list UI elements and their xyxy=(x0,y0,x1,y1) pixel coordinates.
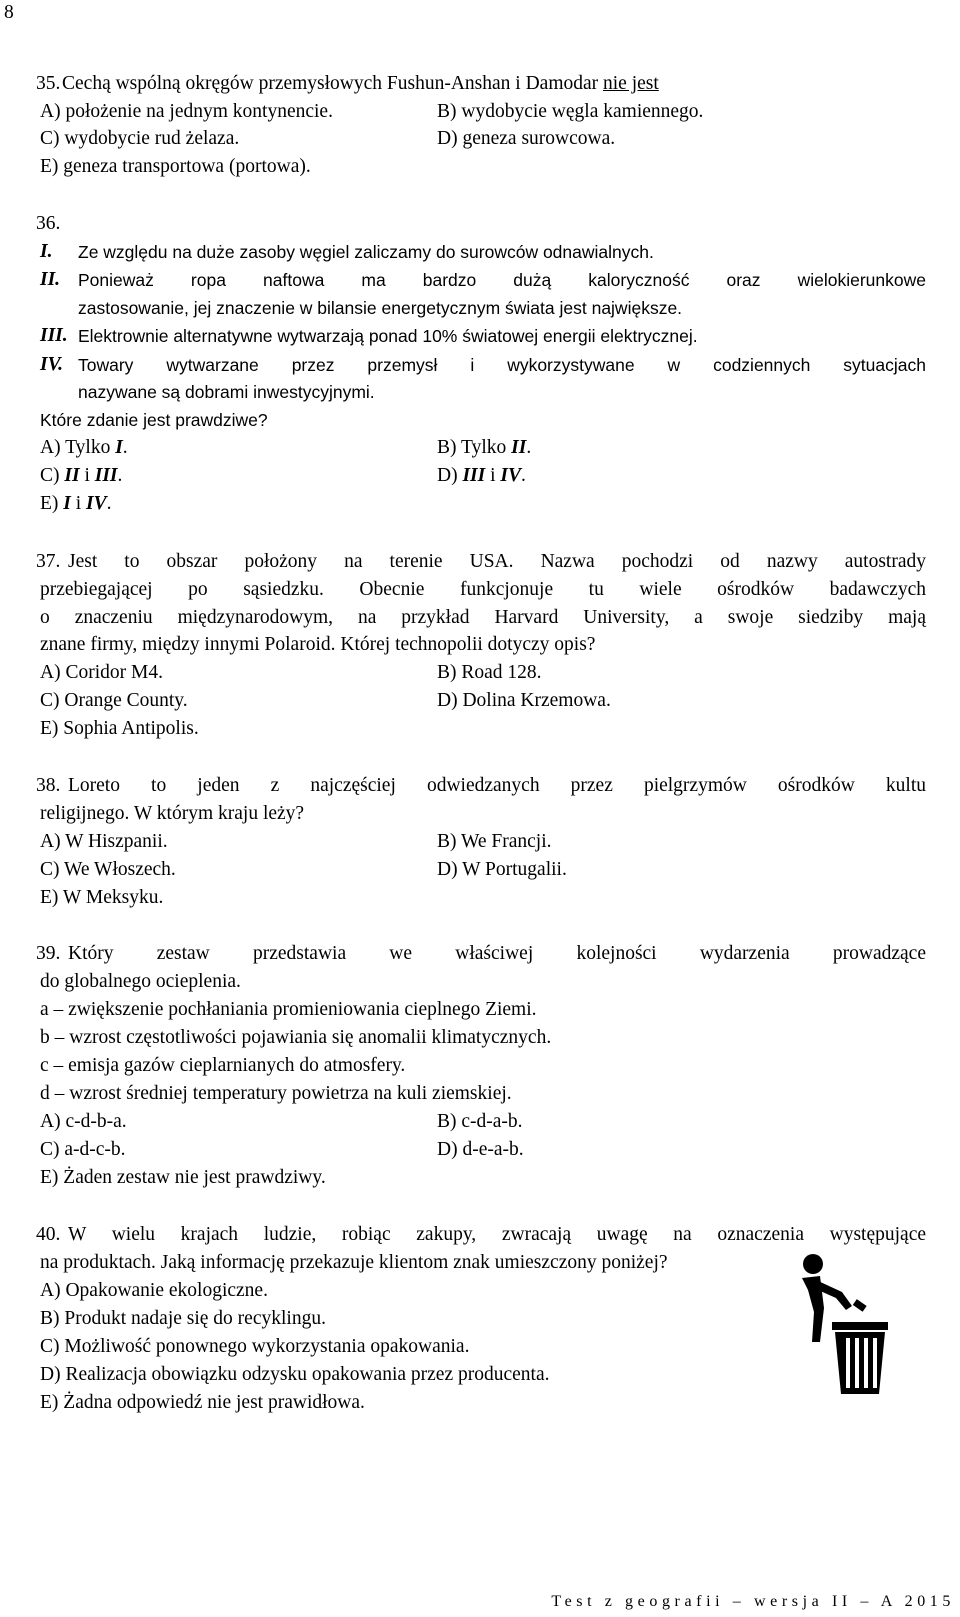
page-number: 8 xyxy=(4,2,14,23)
q36-option-a-period: . xyxy=(122,437,128,458)
q39-item-b: b – wzrost częstotliwości pojawiania się anomalii klimatycznych. xyxy=(40,1027,552,1048)
q38-option-e: E) W Meksyku. xyxy=(40,887,164,908)
q39-option-e: E) Żaden zestaw nie jest prawdziwy. xyxy=(40,1167,326,1188)
q36-option-e-and: i xyxy=(70,493,87,514)
q36-option-b-period: . xyxy=(526,437,532,458)
q36-option-c xyxy=(40,465,122,487)
q36-option-c-numeral-1: II xyxy=(64,465,80,486)
q39-line-2: do globalnego ocieplenia. xyxy=(40,971,241,992)
q36-statement-1-number: I. xyxy=(40,241,53,262)
q35-stem-text: Cechą wspólną okręgów przemysłowych Fushun-Anshan i Damodar xyxy=(62,73,604,94)
q35-option-a: A) położenie na jednym kontynencie. xyxy=(40,101,333,122)
q37-option-c: C) Orange County. xyxy=(40,690,188,711)
q36-option-d-and: i xyxy=(485,465,501,486)
q36-option-e-numeral-1: I xyxy=(63,493,71,514)
q37-option-d: D) Dolina Krzemowa. xyxy=(437,690,611,711)
q36-option-c-and: i xyxy=(79,465,95,486)
q36-statement-4-line-2: nazywane są dobrami inwestycyjnymi. xyxy=(78,382,375,402)
q40-option-d: D) Realizacja obowiązku odzysku opakowania przez producenta. xyxy=(40,1364,550,1385)
q37-number: 37. xyxy=(36,551,61,572)
q36-number: 36. xyxy=(36,213,61,234)
q38-line-1: Loreto to jeden z najczęściej odwiedzanych przez pielgrzymów ośrodków kultu xyxy=(68,775,926,796)
q38-option-b: B) We Francji. xyxy=(437,831,552,852)
q36-statement-4-line-1: Towary wytwarzane przez przemysł i wykorzystywane w codziennych sytuacjach xyxy=(78,355,926,375)
q36-option-d-text: D) xyxy=(437,465,463,486)
q36-option-e-numeral-2: IV xyxy=(86,493,107,514)
q38-option-c: C) We Włoszech. xyxy=(40,859,176,880)
q39-option-d: D) d-e-a-b. xyxy=(437,1139,524,1160)
q36-statement-3: Elektrownie alternatywne wytwarzają ponad 10% światowej energii elektrycznej. xyxy=(78,326,698,346)
q39-option-a: A) c-d-b-a. xyxy=(40,1111,127,1132)
q36-option-d-numeral-2: IV xyxy=(500,465,522,486)
q37-line-2: przebiegającej po sąsiedzku. Obecnie funkcjonuje tu wiele ośrodków badawczych xyxy=(40,579,926,600)
q36-statement-2-number: II. xyxy=(40,269,61,290)
q37-option-a: A) Coridor M4. xyxy=(40,662,163,683)
q36-option-b xyxy=(437,437,531,459)
q36-option-e-period: . xyxy=(106,493,112,514)
q36-question: Które zdanie jest prawdziwe? xyxy=(40,410,268,430)
q39-number: 39. xyxy=(36,943,61,964)
q37-line-1: Jest to obszar położony na terenie USA. Nazwa pochodzi od nazwy autostrady xyxy=(68,551,926,572)
q36-option-c-period: . xyxy=(117,465,123,486)
q35-option-b: B) wydobycie węgla kamiennego. xyxy=(437,101,704,122)
q39-item-d: d – wzrost średniej temperatury powietrza na kuli ziemskiej. xyxy=(40,1083,512,1104)
q38-number: 38. xyxy=(36,775,61,796)
q36-option-a xyxy=(40,437,128,459)
q36-option-d xyxy=(437,465,526,487)
q39-item-a: a – zwiększenie pochłaniania promieniowania cieplnego Ziemi. xyxy=(40,999,537,1020)
q40-option-e: E) Żadna odpowiedź nie jest prawidłowa. xyxy=(40,1392,365,1413)
q36-option-d-numeral-1: III xyxy=(462,465,486,486)
q35-option-e: E) geneza transportowa (portowa). xyxy=(40,156,311,177)
q35-stem-underlined: nie jest xyxy=(603,73,659,94)
q36-option-a-text: A) Tylko xyxy=(40,437,116,458)
q40-option-b: B) Produkt nadaje się do recyklingu. xyxy=(40,1308,326,1329)
q38-option-a: A) W Hiszpanii. xyxy=(40,831,168,852)
q37-line-3: o znaczeniu międzynarodowym, na przykład Harvard University, a swoje siedziby mają xyxy=(40,607,926,628)
q36-statement-3-number: III. xyxy=(40,325,68,346)
q35-stem xyxy=(62,73,659,95)
tidyman-trash-bin-icon xyxy=(780,1250,895,1395)
q40-line-1: W wielu krajach ludzie, robiąc zakupy, zwracają uwagę na oznaczenia występujące xyxy=(68,1224,926,1245)
q36-option-d-period: . xyxy=(521,465,526,486)
q39-option-b: B) c-d-a-b. xyxy=(437,1111,523,1132)
q35-option-d: D) geneza surowcowa. xyxy=(437,128,616,149)
page-footer: Test z geografii – wersja II – A 2015 xyxy=(551,1593,955,1610)
q40-option-c: C) Możliwość ponownego wykorzystania opakowania. xyxy=(40,1336,470,1357)
q36-option-c-numeral-2: III xyxy=(94,465,118,486)
q36-option-b-text: B) Tylko xyxy=(437,437,512,458)
q40-line-2: na produktach. Jaką informację przekazuje klientom znak umieszczony poniżej? xyxy=(40,1252,668,1273)
q35-option-c: C) wydobycie rud żelaza. xyxy=(40,128,240,149)
q38-line-2: religijnego. W którym kraju leży? xyxy=(40,803,305,824)
q39-option-c: C) a-d-c-b. xyxy=(40,1139,126,1160)
q40-option-a: A) Opakowanie ekologiczne. xyxy=(40,1280,268,1301)
q36-statement-4-number: IV. xyxy=(40,354,63,375)
q39-item-c: c – emisja gazów cieplarnianych do atmosfery. xyxy=(40,1055,406,1076)
q40-number: 40. xyxy=(36,1224,61,1245)
q39-line-1: Który zestaw przedstawia we właściwej kolejności wydarzenia prowadzące xyxy=(68,943,926,964)
q36-option-c-text: C) xyxy=(40,465,65,486)
q36-option-e-text: E) xyxy=(40,493,64,514)
q37-line-4: znane firmy, między innymi Polaroid. Której technopolii dotyczy opis? xyxy=(40,634,596,655)
q37-option-b: B) Road 128. xyxy=(437,662,542,683)
q36-statement-2-line-2: zastosowanie, jej znaczenie w bilansie energetycznym świata jest największe. xyxy=(78,298,683,318)
q36-option-b-numeral: II xyxy=(511,437,527,458)
q36-statement-1: Ze względu na duże zasoby węgiel zaliczamy do surowców odnawialnych. xyxy=(78,242,654,262)
q36-option-e xyxy=(40,493,112,515)
q36-statement-2-line-1: Ponieważ ropa naftowa ma bardzo dużą kaloryczność oraz wielokierunkowe xyxy=(78,270,926,290)
q37-option-e: E) Sophia Antipolis. xyxy=(40,718,199,739)
q38-option-d: D) W Portugalii. xyxy=(437,859,567,880)
q35-number: 35. xyxy=(36,73,61,94)
q36-option-a-numeral: I xyxy=(115,437,123,458)
